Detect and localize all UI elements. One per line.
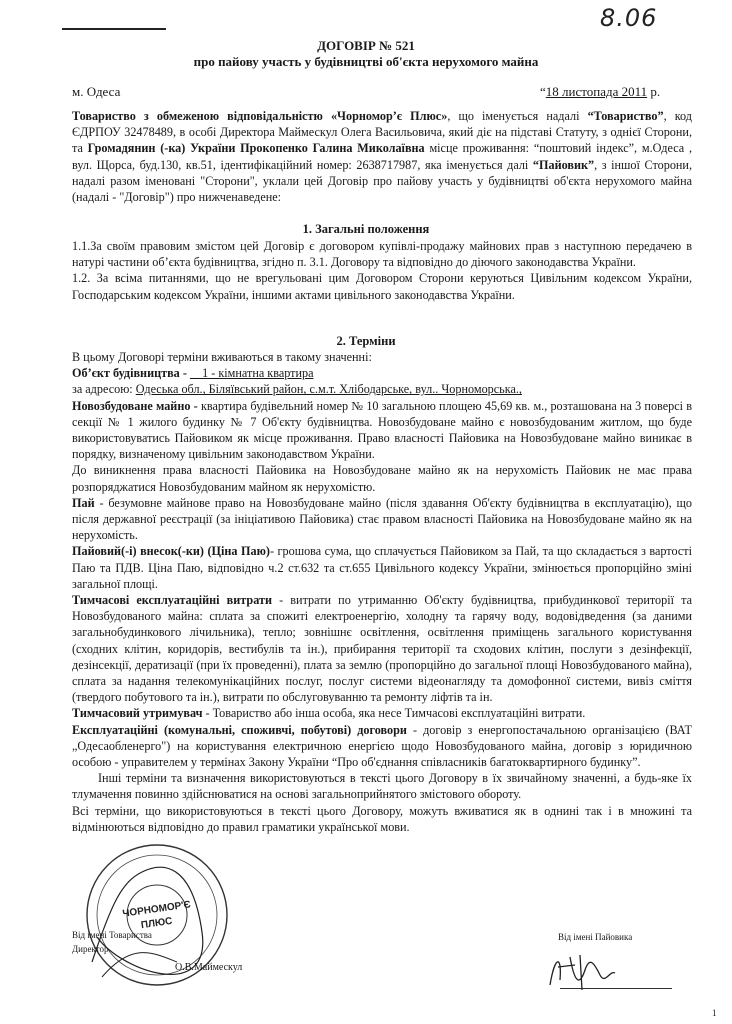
- contract-title: ДОГОВІР № 521: [317, 38, 415, 53]
- term-holder: Тимчасовий утримувач - Товариство або інша особа, яка несе Тимчасові експлуатаційні витрати.: [72, 706, 586, 721]
- shareholder-name: Громадянин (-ка) України Прокопенко Галина Миколаївна: [87, 141, 425, 156]
- svg-text:ЧОРНОМОР'Є: ЧОРНОМОР'Є: [121, 899, 192, 920]
- company-signature-label: Від імені Товариства: [72, 930, 152, 940]
- city: м. Одеса: [72, 84, 121, 99]
- director-name: О.В.Маймескул: [175, 962, 243, 973]
- term-contribution: Пайовий(-і) внесок(-ки) (Ціна Паю)- грошова сума, що сплачується Пайовиком за Пай, та що складається з вартості Паю та ПДВ. Ціна Паю, відповідно ч.2 ст.632 та ст.655 Цивільного кодексу України, змінюється пропорційно зміні загальної площі.: [72, 544, 692, 591]
- section2-heading: 2. Терміни: [336, 334, 396, 348]
- contract-subtitle: про пайову участь у будівництві об'єкта нерухомого майна: [193, 54, 539, 69]
- section1-heading: 1. Загальні положення: [302, 222, 430, 236]
- signature-line: [560, 988, 672, 989]
- handwritten-number: 8.06: [600, 4, 658, 32]
- shareholder-signature-label: Від імені Пайовика: [558, 932, 633, 942]
- term-temp-expenses: Тимчасові експлуатаційні витрати - витрати по утриманню Об'єкту будівництва, прибудинкової території та Новозбудованого майна: сплата за спожиті електроенергію, холодну та гарячу воду, водовідведення (за даними загальнобудинкового лічильника), тепло; зовнішнє освітлення, освітлення приміщень загального користування (сходних клітин, коридорів, вестибулів та ін.), прибирання території та сходових клітин, послуги з дезінфекції, дезінсекції, дератизації (при їх проведенні), плата за землю (пропорційно до загальної площі Новозбудованого майна), сплата за надання телекомунікаційних послуг, послуг системи відеонагляду та домофонної системи, вивіз сміття (твердого побутового та ін.), витрати по обслуговуванню та ремонту ліфтів та ін.: [72, 593, 693, 705]
- term-object: Об’єкт будівництва - __1 - кімнатна квартира: [72, 366, 314, 381]
- clause-1-1: 1.1.За своїм правовим змістом цей Договір є договором купівлі-продажу майнових прав з наступною передачею в натурі частини об’єкта будівництва, згідно п. 3.1. Договору та відповідно до діючого законодавства України.: [72, 239, 692, 270]
- term-operating-contracts: Експлуатаційні (комунальні, споживчі, побутові) договори - договір з енергопостачальною організацією (ВАТ „Одесаобленерго") на користування електричною енергією щодо Новозбудованого майна, договір з юридичною особою - управителем у термінах Закону України “Про об'єднання співласників багатоквартирного будинку”.: [72, 722, 692, 770]
- svg-text:ПЛЮС: ПЛЮС: [140, 915, 174, 932]
- contract-date: “18 листопада 2011 р.: [540, 84, 661, 99]
- top-rule: [62, 28, 166, 30]
- preamble: Товариство з обмеженою відповідальністю «Чорномор’є Плюс», що іменується надалі “Товариство”, код ЄДРПОУ 32478489, в особі Директора Маймескул Олега Васильовича, який діє на підставі Статуту, з однієї Сторони, та Громадянин (-ка) України Прокопенко Галина Миколаївна місце проживання: “поштовий індекс”, м.Одеса , вул. Щорса, буд.130, кв.51, ідентифікаційний номер: 2638717987, яка іменується далі “Пайовик”, з іншої Сторони, надалі разом іменовані "Сторони", уклали цей Договір про пайову участь у будівництві об'єкта нерухомого майна (надалі - "Договір") про нижченаведене:: [72, 109, 692, 205]
- term-share: Пай - безумовне майнове право на Новозбудоване майно (після здавання Об'єкту будівництва в експлуатацію), що після державної реєстрації (за ініціативою Пайовика) стає правом власності Пайовика на Новозбудоване майно як на нерухомість.: [72, 495, 692, 543]
- page-marker: 1: [712, 1008, 717, 1018]
- term-address: за адресою: Одеська обл., Біляївський район, с.м.т. Хлібодарське, вул.. Чорноморська.,: [72, 382, 522, 397]
- director-label: Директор: [72, 944, 109, 954]
- company-name: Товариство з обмеженою відповідальністю «Чорномор’є Плюс»: [72, 109, 448, 123]
- section2-body: В цьому Договорі терміни вживаються в такому значенні: Об’єкт будівництва - __1 - кімнатна квартира за адресою: Одеська обл., Біляївський район, с.м.т. Хлібодарське, вул.. Чорноморська., Новозбудоване майно - квартира будівельний номер № 10 загальною площею 45,69 кв. м., розташована на 3 поверсі в секції № 1 жилого будинку № 7 Об'єкту будівництва. Новозбудоване майно є новозбудованим житлом, що буде використовуватись Пайовиком як місце проживання. Право власності Пайовика на Новозбудоване майно виникає в порядку, визначеному цивільним законодавством України. До виникнення права власності Пайовика на Новозбудоване майно як на нерухомість Пайовик не має права розпоряджатися Новозбудованим майном як нерухомістю. Пай - безумовне майнове право на Новозбудоване майно (після здавання Об'єкту будівництва в експлуатацію), що після державної реєстрації (за ініціативою Пайовика) стає правом власності Пайовика на Новозбудоване майно як на нерухомість. Пайовий(-і) внесок(-ки) (Ціна Паю)- грошова сума, що сплачується Пайовиком за Пай, та що складається з вартості Паю та ПДВ. Ціна Паю, відповідно ч.2 ст.632 та ст.655 Цивільного кодексу України, змінюється пропорційно зміні загальної площі. Тимчасові експлуатаційні витрати - витрати по утриманню Об'єкту будівництва, прибудинкової території та Новозбудованого майна: сплата за спожиті електроенергію, холодну та гарячу воду, водовідведення (за даними загальнобудинкового лічильника), тепло; зовнішнє освітлення, освітлення приміщень загального користування (сходних клітин, коридорів, вестибулів та ін.), прибирання території та сходових клітин, послуги з дезінфекції, дезінсекції, дератизації (при їх проведенні), плата за землю (пропорційно до загальної площі Новозбудованого майна), сплата за надання телекомунікаційних послуг, послуг системи відеонагляду та домофонної системи, вивіз сміття (твердого побутового та ін.), витрати по обслуговуванню та ремонту ліфтів та ін. Тимчасовий утримувач - Товариство або інша особа, яка несе Тимчасові експлуатаційні витрати. Експлуатаційні (комунальні, споживчі, побутові) договори - договір з енергопостачальною організацією (ВАТ „Одесаобленерго") на користування електричною енергією щодо Новозбудованого майна, договір з юридичною особою - управителем у термінах Закону України “Про об'єднання співласників багатоквартирного будинку”. Інші терміни та визначення використовуються в тексті цього Договору в їх звичайному значенні, а будь-яке їх тлумачення повинно здійснюватися на основі загальноприйнятого змістового обороту. Всі терміни, що використовуються в тексті цього Договору, можуть вживатися як в однині так і в множині та відмінюються відповідно до правил граматики української мови.: [72, 350, 693, 834]
- section1-body: [72, 238, 692, 303]
- clause-1-2: 1.2. За всіма питаннями, що не врегульовані цим Договором Сторони керуються Цивільним кодексом України, Господарським кодексом України, іншими актами цивільного законодавства України.: [72, 271, 692, 302]
- term-new-property: Новозбудоване майно - квартира будівельний номер № 10 загальною площею 45,69 кв. м., розташована на 3 поверсі в секції № 1 жилого будинку № 7 Об'єкту будівництва. Новозбудоване майно є новозбудованим житлом, що буде використовуватись Пайовиком як місце проживання. Право власності Пайовика на Новозбудоване майно виникає в порядку, визначеному цивільним законодавством України.: [72, 398, 692, 462]
